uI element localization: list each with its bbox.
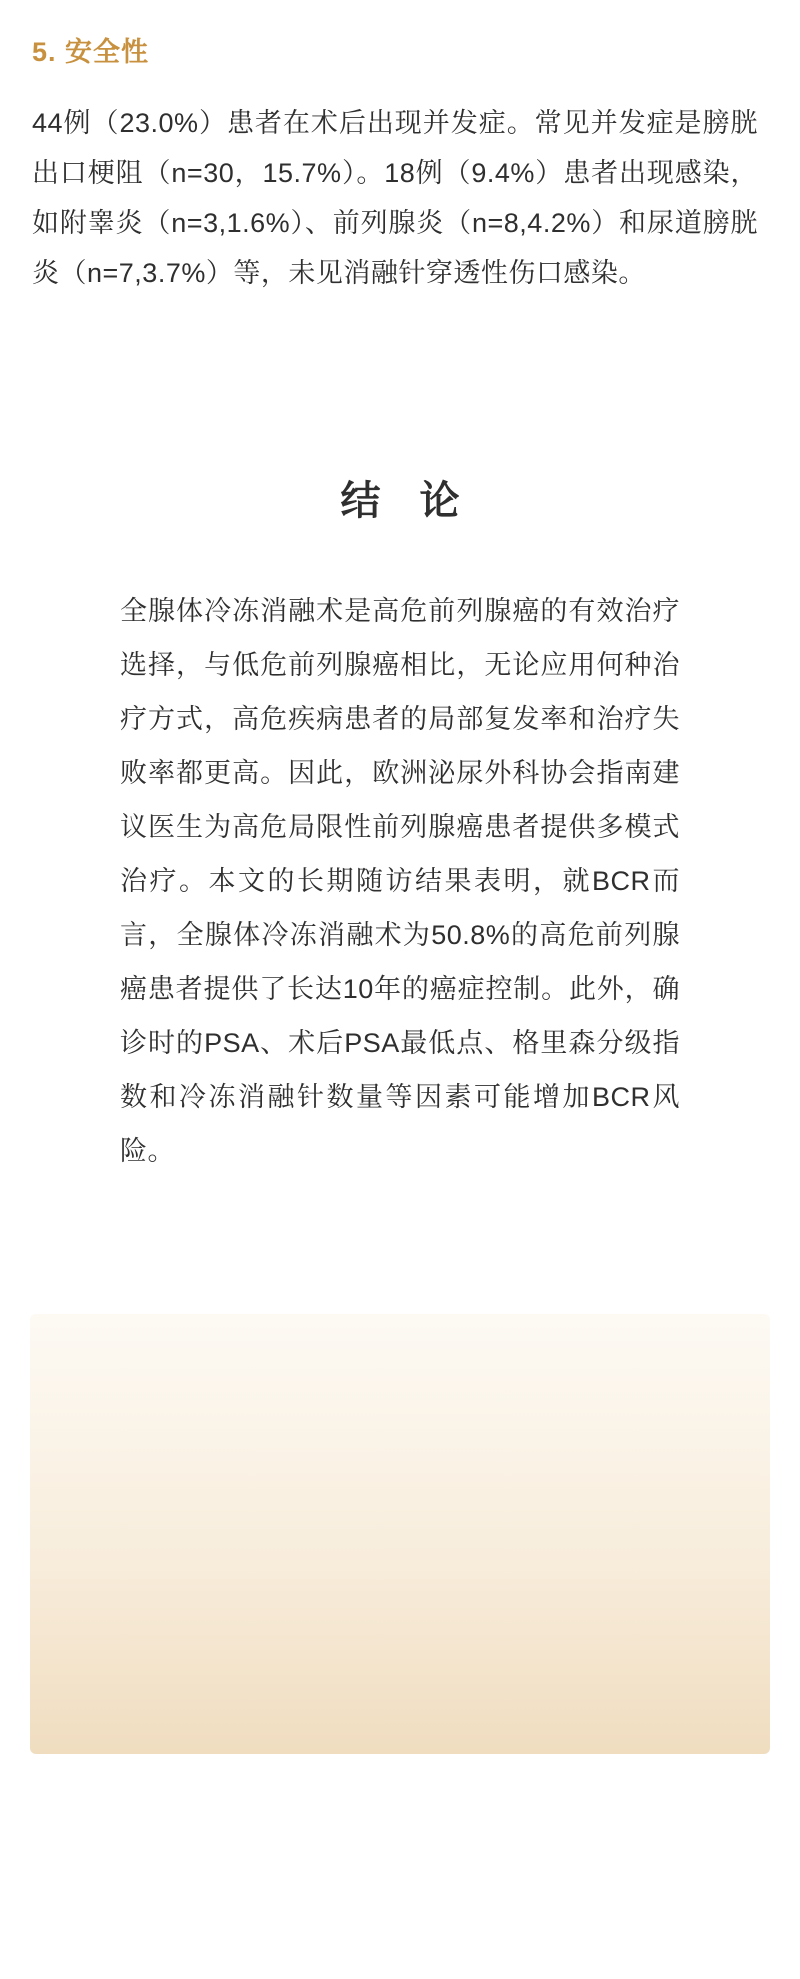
conclusion-block [0,299,800,1298]
conclusion-inner [0,299,800,1298]
section-paragraph-safety: 44例（23.0%）患者在术后出现并发症。常见并发症是膀胱出口梗阻（n=30，15.7%）。18例（9.4%）患者出现感染，如附睾炎（n=3,1.6%）、前列腺炎（n=8,4.2%）和尿道膀胱炎（n=7,3.7%）等，未见消融针穿透性伤口感染。 [32,108,758,288]
conclusion-title: 结 论 [340,478,474,523]
decorative-gradient-panel [30,1314,770,1754]
section-heading-safety: 5. 安全性 [32,37,150,67]
conclusion-paragraph: 全腺体冷冻消融术是高危前列腺癌的有效治疗选择，与低危前列腺癌相比，无论应用何种治疗方式，高危疾病患者的局部复发率和治疗失败率都更高。因此，欧洲泌尿外科协会指南建议医生为高危局限性前列腺癌患者提供多模式治疗。本文的长期随访结果表明，就BCR而言，全腺体冷冻消融术为50.8%的高危前列腺癌患者提供了长达10年的癌症控制。此外，确诊时的PSA、术后PSA最低点、格里森分级指数和冷冻消融针数量等因素可能增加BCR风险。 [120,595,680,1166]
